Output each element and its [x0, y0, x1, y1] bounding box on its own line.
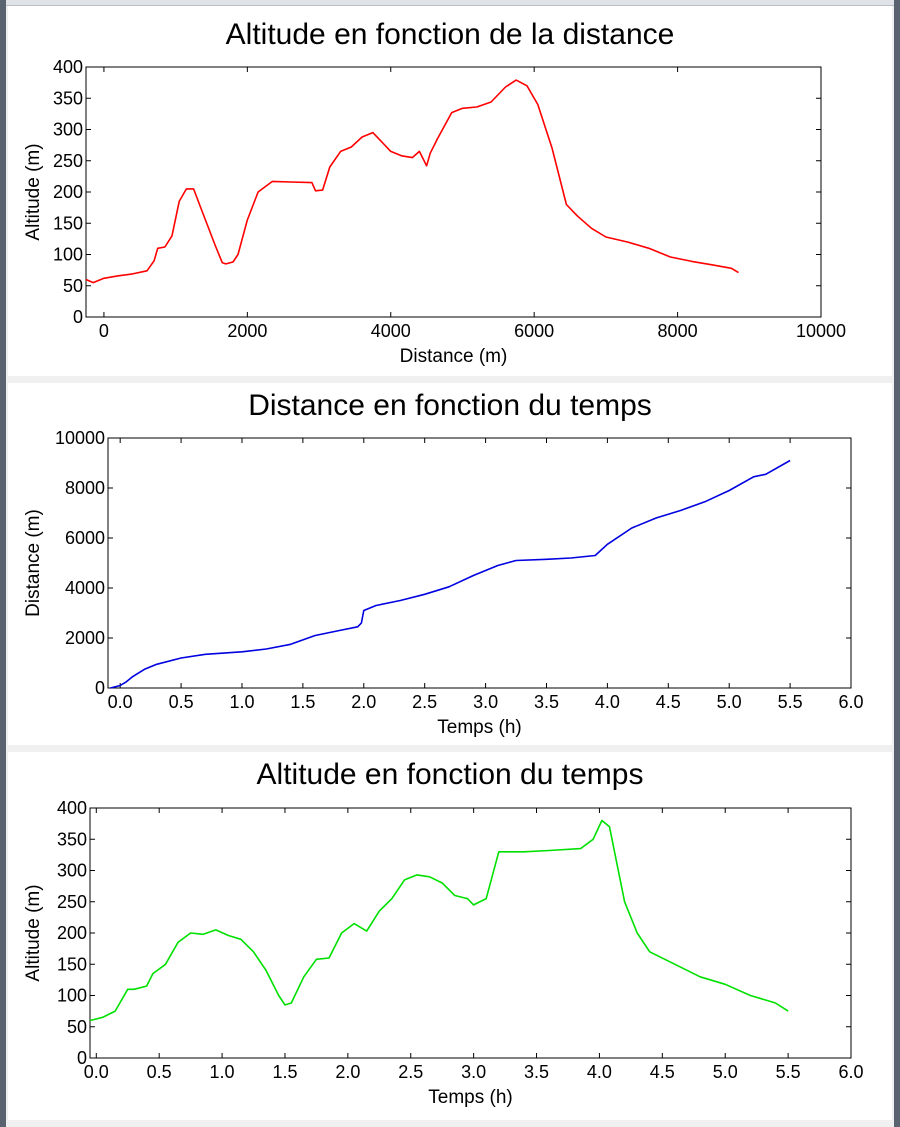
- y-tick-label: 50: [66, 1016, 87, 1037]
- y-tick-label: 350: [52, 88, 83, 109]
- chart-title: Distance en fonction du temps: [248, 389, 652, 422]
- x-tick-label: 2.0: [351, 692, 377, 712]
- x-tick-label: 6000: [514, 321, 555, 341]
- x-tick-label: 0.5: [168, 692, 194, 712]
- y-tick-label: 100: [52, 244, 83, 265]
- chart-altitude-distance: [8, 6, 892, 376]
- y-tick-label: 250: [56, 891, 87, 912]
- x-tick-label: 4.0: [586, 1062, 612, 1082]
- y-tick-label: 100: [56, 985, 87, 1006]
- x-tick-label: 4.5: [655, 692, 681, 712]
- chart-panel-distance-temps: [8, 383, 892, 745]
- x-tick-label: 6.0: [838, 1062, 864, 1082]
- x-axis-label: Temps (h): [428, 1087, 513, 1108]
- x-tick-label: 0: [98, 321, 109, 341]
- y-tick-label: 0: [94, 678, 105, 698]
- x-tick-label: 2.0: [335, 1062, 361, 1082]
- y-tick-label: 2000: [64, 628, 105, 648]
- y-axis-label: Altitude (m): [23, 884, 44, 982]
- x-tick-label: 6.0: [838, 692, 864, 712]
- x-tick-label: 5.5: [775, 1062, 801, 1082]
- x-tick-label: 4.5: [649, 1062, 675, 1082]
- x-axis-label: Distance (m): [399, 346, 508, 367]
- y-axis-label: Distance (m): [23, 509, 44, 617]
- x-tick-label: 0.5: [146, 1062, 172, 1082]
- x-tick-label: 2.5: [412, 692, 438, 712]
- y-axis-label: Altitude (m): [23, 143, 44, 241]
- plot-window: [6, 0, 894, 1127]
- x-tick-label: 2.5: [398, 1062, 424, 1082]
- x-tick-label: 3.0: [461, 1062, 487, 1082]
- x-tick-label: 1.5: [290, 692, 316, 712]
- chart-distance-temps: [8, 383, 892, 745]
- y-tick-label: 0: [76, 1048, 87, 1068]
- y-tick-label: 200: [56, 923, 87, 943]
- y-tick-label: 300: [56, 860, 87, 881]
- y-tick-label: 50: [62, 275, 83, 296]
- y-tick-label: 250: [52, 150, 83, 171]
- x-tick-label: 4.0: [594, 692, 620, 712]
- x-tick-label: 3.0: [473, 692, 499, 712]
- chart-panel-altitude-temps: [8, 752, 892, 1120]
- x-tick-label: 1.5: [272, 1062, 298, 1082]
- x-tick-label: 4000: [370, 321, 411, 341]
- series-line: [90, 821, 788, 1021]
- series-line: [110, 461, 790, 689]
- y-tick-label: 400: [52, 57, 83, 77]
- x-tick-label: 5.0: [716, 692, 742, 712]
- y-tick-label: 200: [52, 182, 83, 202]
- y-tick-label: 150: [56, 954, 87, 975]
- x-tick-label: 0.0: [83, 1062, 109, 1082]
- plot-frame: [108, 438, 851, 688]
- chart-title: Altitude en fonction du temps: [256, 758, 644, 791]
- y-tick-label: 8000: [64, 478, 105, 498]
- y-tick-label: 4000: [64, 578, 105, 598]
- x-tick-label: 3.5: [524, 1062, 550, 1082]
- x-tick-label: 3.5: [533, 692, 560, 712]
- x-tick-label: 1.0: [229, 692, 255, 712]
- y-tick-label: 400: [56, 798, 87, 818]
- x-tick-label: 5.5: [777, 692, 803, 712]
- y-tick-label: 150: [52, 213, 83, 234]
- chart-altitude-temps: [8, 752, 892, 1120]
- x-tick-label: 2000: [227, 321, 268, 341]
- y-tick-label: 300: [52, 119, 83, 140]
- y-tick-label: 0: [72, 307, 83, 327]
- series-line: [86, 80, 739, 283]
- plot-frame: [90, 808, 851, 1058]
- x-tick-label: 1.0: [209, 1062, 235, 1082]
- x-tick-label: 5.0: [712, 1062, 738, 1082]
- y-tick-label: 350: [56, 829, 87, 850]
- chart-panel-altitude-distance: [8, 6, 892, 376]
- x-axis-label: Temps (h): [437, 717, 522, 738]
- chart-title: Altitude en fonction de la distance: [225, 18, 675, 51]
- x-tick-label: 10000: [795, 321, 847, 341]
- y-tick-label: 10000: [54, 428, 105, 448]
- plot-frame: [86, 67, 821, 317]
- x-tick-label: 8000: [657, 321, 698, 341]
- x-tick-label: 0.0: [107, 692, 133, 712]
- y-tick-label: 6000: [64, 528, 105, 548]
